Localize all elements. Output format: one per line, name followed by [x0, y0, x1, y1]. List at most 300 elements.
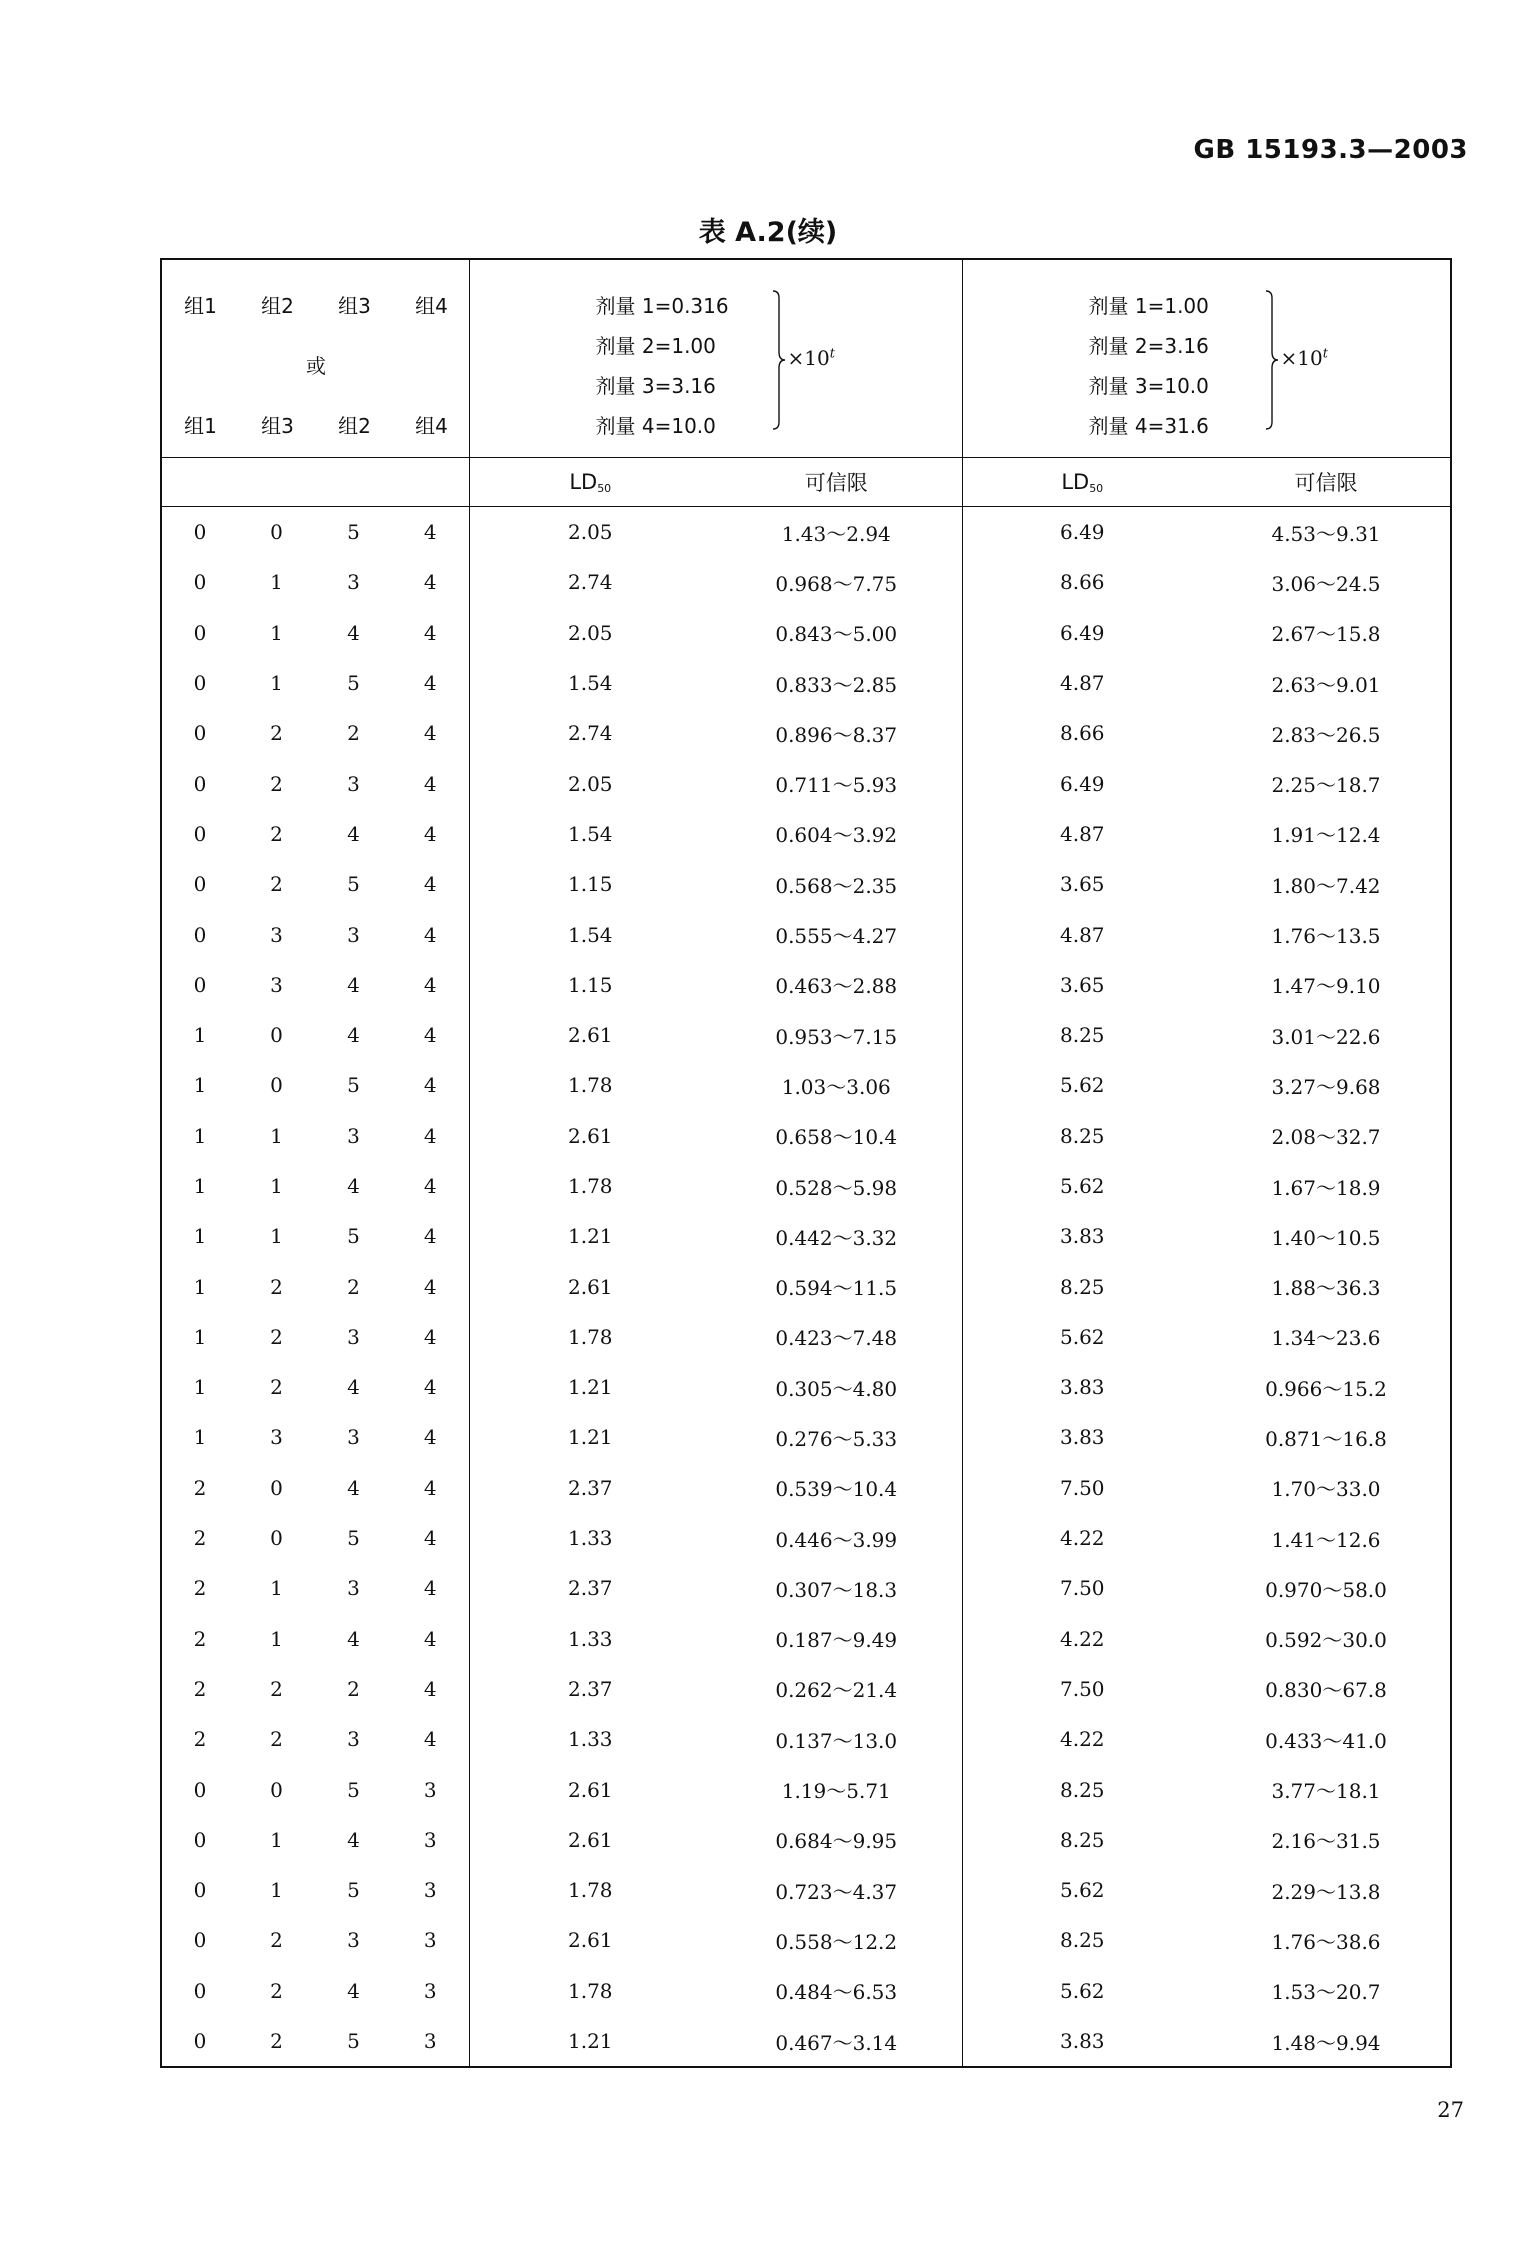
group3-count: 3	[347, 1727, 360, 1752]
confidence-limit-high: 2.63～9.01	[1202, 658, 1451, 708]
ld50-high: 8.25	[962, 1261, 1202, 1311]
confidence-limit-low: 0.467～3.14	[711, 2016, 962, 2067]
group1-count: 1	[161, 1161, 238, 1211]
table-row	[161, 1915, 1451, 1965]
ld50-header: LD50	[469, 458, 711, 507]
confidence-limit-high: 4.53～9.31	[1202, 507, 1451, 558]
group2-count: 0	[270, 1526, 283, 1551]
group1-count: 0	[161, 658, 238, 708]
ld50-high: 4.87	[962, 909, 1202, 959]
confidence-limit-low: 1.03～3.06	[781, 1074, 891, 1099]
group3-count: 2	[347, 721, 360, 746]
ld50-low: 1.21	[469, 1211, 711, 1261]
ld50-high: 8.25	[962, 1915, 1202, 1965]
table-row	[161, 1966, 1451, 2016]
group3-count: 4	[347, 1978, 360, 2003]
group-label: 组1	[184, 294, 217, 318]
confidence-limit-high: 1.48～9.94	[1202, 2016, 1451, 2067]
group4-count: 4	[423, 570, 437, 595]
ld50-low: 1.21	[469, 1362, 711, 1412]
ld50-high: 7.50	[962, 1664, 1202, 1714]
ld50-low: 1.33	[469, 1513, 711, 1563]
group2-count: 3	[270, 922, 283, 947]
group2-count: 0	[270, 1475, 283, 1500]
ld50-high: 5.62	[962, 1312, 1202, 1362]
ld50-high: 8.66	[962, 708, 1202, 758]
ld50-high: 4.22	[962, 1513, 1202, 1563]
group3-count: 3	[347, 1576, 360, 1601]
ld50-high: 4.87	[962, 809, 1202, 859]
ld50-low: 1.15	[469, 859, 711, 909]
dose-label: 剂量 1=0.316	[595, 294, 729, 318]
ld50-table	[160, 258, 1452, 2068]
confidence-limit-low: 1.19～5.71	[781, 1779, 891, 1804]
group3-count: 5	[347, 520, 360, 545]
group4-count: 4	[423, 671, 437, 696]
group3-count: 5	[347, 872, 360, 897]
confidence-limit-low: 0.843～5.00	[775, 622, 898, 647]
ld50-high: 6.49	[962, 608, 1202, 658]
confidence-limit-high: 3.27～9.68	[1202, 1060, 1451, 1110]
group2-count: 1	[270, 1827, 283, 1852]
group2-count: 0	[270, 1023, 283, 1048]
ld50-high: 4.22	[962, 1714, 1202, 1764]
confidence-limit-low: 0.463～2.88	[775, 974, 898, 999]
confidence-limit-low: 0.423～7.48	[775, 1326, 898, 1351]
confidence-limit-low: 0.307～18.3	[775, 1577, 898, 1602]
group2-count: 2	[270, 872, 283, 897]
right-dose-header	[962, 259, 1451, 458]
group3-count: 5	[347, 1224, 360, 1249]
group2-count: 1	[270, 1123, 283, 1148]
table-row	[161, 809, 1451, 859]
ld50-high: 5.62	[962, 1865, 1202, 1915]
group2-count: 2	[270, 821, 283, 846]
group2-count: 1	[270, 1224, 283, 1249]
group3-count: 4	[347, 1475, 360, 1500]
group4-count: 4	[423, 1073, 437, 1098]
confidence-limit-low: 0.137～13.0	[775, 1728, 898, 1753]
group4-count: 4	[423, 1475, 437, 1500]
left-dose-header	[469, 259, 962, 458]
group2-count: 1	[270, 1174, 283, 1198]
confidence-limit-high: 1.70～33.0	[1202, 1463, 1451, 1513]
right-brace-icon	[1265, 290, 1279, 430]
group1-count: 0	[161, 1865, 238, 1915]
group4-count: 3	[423, 1777, 437, 1802]
confidence-limit-low: 0.568～2.35	[775, 873, 898, 898]
table-row	[161, 1815, 1451, 1865]
group3-count: 5	[347, 1878, 360, 1903]
dose-label: 剂量 4=10.0	[595, 414, 716, 438]
group3-count: 5	[347, 671, 360, 696]
group4-count: 3	[423, 1878, 437, 1903]
group2-count: 1	[270, 570, 283, 595]
group3-count: 4	[347, 1626, 360, 1651]
confidence-limit-low: 0.711～5.93	[775, 773, 898, 798]
group1-count: 2	[161, 1614, 238, 1664]
group1-count: 0	[161, 557, 238, 607]
table-row	[161, 1161, 1451, 1211]
ld50-low: 2.61	[469, 1764, 711, 1814]
group3-count: 3	[347, 570, 360, 595]
confidence-limit-low: 0.276～5.33	[775, 1426, 898, 1451]
group1-count: 1	[161, 1010, 238, 1060]
group4-count: 4	[423, 872, 437, 897]
confidence-limit-high: 2.67～15.8	[1202, 608, 1451, 658]
ld50-high: 6.49	[962, 507, 1202, 558]
confidence-limit-high: 2.29～13.8	[1202, 1865, 1451, 1915]
group4-count: 4	[423, 771, 437, 796]
table-row	[161, 1010, 1451, 1060]
confidence-limit-low: 0.558～12.2	[775, 1929, 898, 1954]
ld50-low: 1.33	[469, 1714, 711, 1764]
table-row	[161, 557, 1451, 607]
group1-count: 1	[161, 1362, 238, 1412]
dose-multiplier: $\times 10^t$	[787, 346, 835, 370]
group-label: 组2	[261, 294, 294, 318]
ld50-low: 2.61	[469, 1261, 711, 1311]
group3-count: 3	[347, 771, 360, 796]
table-row	[161, 758, 1451, 808]
ld50-high: 3.83	[962, 1211, 1202, 1261]
group3-count: 4	[347, 1375, 360, 1400]
ld50-low: 1.54	[469, 658, 711, 708]
ld50-high: 8.25	[962, 1815, 1202, 1865]
group1-count: 0	[161, 859, 238, 909]
group1-count: 0	[161, 608, 238, 658]
group3-count: 3	[347, 1123, 360, 1148]
ld50-low: 1.78	[469, 1161, 711, 1211]
confidence-limit-high: 0.433～41.0	[1202, 1714, 1451, 1764]
group3-count: 4	[347, 972, 360, 997]
group3-count: 5	[347, 1777, 360, 1802]
group3-count: 3	[347, 1324, 360, 1349]
table-row	[161, 507, 1451, 558]
table-row	[161, 1513, 1451, 1563]
group3-count: 3	[347, 1928, 360, 1953]
group2-count: 2	[270, 1274, 283, 1299]
confidence-limit-high: 1.47～9.10	[1202, 960, 1451, 1010]
ld50-high: 5.62	[962, 1161, 1202, 1211]
confidence-limit-low: 0.658～10.4	[775, 1125, 898, 1150]
group3-count: 4	[347, 821, 360, 846]
confidence-limit-high: 2.25～18.7	[1202, 758, 1451, 808]
group4-count: 4	[423, 1626, 437, 1651]
group4-count: 4	[423, 1023, 437, 1048]
table-row	[161, 1714, 1451, 1764]
table-row	[161, 1211, 1451, 1261]
header-row-doses	[161, 259, 1451, 458]
confidence-limit-low: 0.684～9.95	[775, 1829, 898, 1854]
confidence-limit-low: 0.446～3.99	[775, 1527, 898, 1552]
group1-count: 0	[161, 1764, 238, 1814]
table-row	[161, 909, 1451, 959]
ld50-low: 1.54	[469, 809, 711, 859]
group1-count: 1	[161, 1261, 238, 1311]
confidence-limit-high: 1.88～36.3	[1202, 1261, 1451, 1311]
group4-count: 4	[423, 520, 437, 545]
ld50-low: 2.05	[469, 507, 711, 558]
group-label: 组4	[415, 414, 448, 438]
ld50-low: 1.21	[469, 2016, 711, 2067]
table-row	[161, 608, 1451, 658]
ld50-high: 6.49	[962, 758, 1202, 808]
header-row-columns	[161, 458, 1451, 507]
ld50-high: 3.65	[962, 859, 1202, 909]
ld50-high: 4.22	[962, 1614, 1202, 1664]
confidence-limit-low: 0.723～4.37	[775, 1879, 898, 1904]
confidence-limit-high: 1.76～13.5	[1202, 909, 1451, 959]
table-row	[161, 1412, 1451, 1462]
group1-count: 0	[161, 708, 238, 758]
confidence-limit-high: 1.76～38.6	[1202, 1915, 1451, 1965]
group1-count: 2	[161, 1463, 238, 1513]
ld50-low: 2.74	[469, 708, 711, 758]
group-label: 组3	[338, 294, 371, 318]
ld50-high: 3.83	[962, 1412, 1202, 1462]
ld50-high: 5.62	[962, 1060, 1202, 1110]
group4-count: 4	[423, 721, 437, 746]
group2-count: 2	[270, 1727, 283, 1752]
confidence-limit-low: 0.953～7.15	[775, 1024, 898, 1049]
group1-count: 1	[161, 1312, 238, 1362]
confidence-limit-high: 1.53～20.7	[1202, 1966, 1451, 2016]
group3-count: 5	[347, 1073, 360, 1098]
group1-count: 0	[161, 758, 238, 808]
confidence-limit-high: 1.80～7.42	[1202, 859, 1451, 909]
group4-count: 4	[423, 1727, 437, 1752]
ld50-high: 8.25	[962, 1010, 1202, 1060]
group1-count: 1	[161, 1211, 238, 1261]
table-row	[161, 859, 1451, 909]
group-labels-order-a	[162, 290, 470, 319]
confidence-limit-high: 3.01～22.6	[1202, 1010, 1451, 1060]
group1-count: 2	[161, 1513, 238, 1563]
dose-multiplier: $\times 10^t$	[1280, 346, 1328, 370]
ld50-high: 3.65	[962, 960, 1202, 1010]
confidence-limit-high: 3.06～24.5	[1202, 557, 1451, 607]
group2-count: 0	[270, 1073, 283, 1098]
ld50-high: 8.25	[962, 1111, 1202, 1161]
group1-count: 2	[161, 1563, 238, 1613]
group2-count: 0	[270, 520, 283, 545]
group4-count: 4	[423, 1576, 437, 1601]
ld50-high: 4.87	[962, 658, 1202, 708]
dose-label: 剂量 2=3.16	[1088, 334, 1209, 358]
confidence-limit-high: 2.08～32.7	[1202, 1111, 1451, 1161]
group2-count: 3	[270, 972, 283, 997]
group-label: 组2	[338, 414, 371, 438]
ld50-high: 3.83	[962, 1362, 1202, 1412]
group-label: 组1	[184, 414, 217, 438]
confidence-limit-high: 0.871～16.8	[1202, 1412, 1451, 1462]
confidence-limit-high: 2.16～31.5	[1202, 1815, 1451, 1865]
group2-count: 1	[270, 671, 283, 696]
confidence-limit-low: 0.305～4.80	[775, 1376, 898, 1401]
ld50-low: 1.15	[469, 960, 711, 1010]
ld50-low: 2.61	[469, 1815, 711, 1865]
right-brace-icon	[772, 290, 786, 430]
table-row	[161, 1060, 1451, 1110]
confidence-limit-high: 1.91～12.4	[1202, 809, 1451, 859]
ld50-high: 7.50	[962, 1463, 1202, 1513]
table-row	[161, 658, 1451, 708]
page-number: 27	[1437, 2098, 1464, 2122]
confidence-limit-high: 1.40～10.5	[1202, 1211, 1451, 1261]
confidence-limit-high: 0.592～30.0	[1202, 1614, 1451, 1664]
table-row	[161, 2016, 1451, 2067]
dose-label: 剂量 3=3.16	[595, 374, 716, 398]
group3-count: 2	[347, 1676, 360, 1701]
confidence-limit-low: 0.539～10.4	[775, 1477, 898, 1502]
confidence-limit-high: 1.67～18.9	[1202, 1161, 1451, 1211]
group3-count: 3	[347, 922, 360, 947]
ld50-high: 5.62	[962, 1966, 1202, 2016]
confidence-limit-low: 0.187～9.49	[775, 1628, 898, 1653]
ld50-low: 1.78	[469, 1966, 711, 2016]
group4-count: 3	[423, 1827, 437, 1852]
group4-count: 4	[423, 1375, 437, 1400]
group1-count: 0	[161, 809, 238, 859]
group-or-label: 或	[306, 354, 326, 378]
group4-count: 4	[423, 972, 437, 997]
group2-count: 1	[270, 1576, 283, 1601]
group2-count: 2	[238, 2016, 315, 2067]
group2-count: 2	[270, 1375, 283, 1400]
group2-count: 2	[270, 1324, 283, 1349]
dose-label: 剂量 2=1.00	[595, 334, 716, 358]
ld50-low: 1.33	[469, 1614, 711, 1664]
confidence-limit-high: 0.970～58.0	[1202, 1563, 1451, 1613]
empty-header-cell	[161, 458, 469, 507]
dose-label: 剂量 4=31.6	[1088, 414, 1209, 438]
ld50-low: 2.74	[469, 557, 711, 607]
ld50-low: 2.37	[469, 1463, 711, 1513]
confidence-limit-low: 0.833～2.85	[775, 672, 898, 697]
group2-count: 1	[270, 620, 283, 645]
ld50-high: 3.83	[962, 2016, 1202, 2067]
group1-count: 0	[161, 2016, 238, 2067]
ld50-low: 2.37	[469, 1563, 711, 1613]
confidence-limit-high: 1.34～23.6	[1202, 1312, 1451, 1362]
confidence-limit-high: 1.41～12.6	[1202, 1513, 1451, 1563]
ld50-low: 1.78	[469, 1865, 711, 1915]
group3-count: 4	[347, 1827, 360, 1852]
group3-count: 4	[347, 620, 360, 645]
ld50-low: 1.54	[469, 909, 711, 959]
group3-count: 2	[347, 1274, 360, 1299]
table-row	[161, 1312, 1451, 1362]
group4-count: 4	[423, 922, 437, 947]
group2-count: 2	[270, 1978, 283, 2003]
table-row	[161, 960, 1451, 1010]
confidence-limit-high: 2.83～26.5	[1202, 708, 1451, 758]
ld50-low: 2.61	[469, 1111, 711, 1161]
table-row	[161, 1865, 1451, 1915]
confidence-limit-low: 0.484～6.53	[775, 1980, 898, 2005]
ld50-header: LD50	[962, 458, 1202, 507]
group1-count: 1	[161, 1412, 238, 1462]
group4-count: 3	[392, 2016, 469, 2067]
group3-count: 3	[347, 1425, 360, 1450]
confidence-limit-low: 0.442～3.32	[775, 1225, 898, 1250]
group-label: 组3	[261, 414, 294, 438]
confidence-limit-high: 0.966～15.2	[1202, 1362, 1451, 1412]
ld50-low: 2.05	[469, 758, 711, 808]
group4-count: 4	[423, 1526, 437, 1551]
group4-count: 4	[423, 1676, 437, 1701]
group2-count: 2	[270, 771, 283, 796]
ld50-high: 8.66	[962, 557, 1202, 607]
group1-count: 1	[161, 1060, 238, 1110]
group1-count: 0	[161, 1915, 238, 1965]
standard-code: GB 15193.3—2003	[1193, 135, 1468, 165]
ld50-low: 2.61	[469, 1915, 711, 1965]
group4-count: 3	[423, 1978, 437, 2003]
group2-count: 1	[270, 1878, 283, 1903]
confidence-limit-low: 1.43～2.94	[781, 521, 891, 546]
ld50-low: 2.61	[469, 1010, 711, 1060]
table-row	[161, 1463, 1451, 1513]
table-row	[161, 1614, 1451, 1664]
group1-count: 0	[161, 507, 238, 558]
confidence-limit-header: 可信限	[711, 458, 962, 507]
group-labels-order-b	[162, 410, 470, 439]
confidence-limit-low: 0.968～7.75	[775, 571, 898, 596]
group1-count: 0	[161, 909, 238, 959]
group4-count: 4	[423, 821, 437, 846]
ld50-low: 2.05	[469, 608, 711, 658]
group4-count: 4	[423, 620, 437, 645]
confidence-limit-low: 0.555～4.27	[775, 924, 898, 949]
confidence-limit-low: 0.604～3.92	[775, 823, 898, 848]
group1-count: 0	[161, 1966, 238, 2016]
table-row	[161, 1111, 1451, 1161]
table-row	[161, 708, 1451, 758]
group1-count: 1	[161, 1111, 238, 1161]
group4-count: 4	[423, 1174, 437, 1198]
ld50-low: 2.37	[469, 1664, 711, 1714]
confidence-limit-high: 3.77～18.1	[1202, 1764, 1451, 1814]
confidence-limit-low: 0.262～21.4	[775, 1678, 898, 1703]
group2-count: 1	[270, 1626, 283, 1651]
group2-count: 3	[270, 1425, 283, 1450]
table-row	[161, 1664, 1451, 1714]
ld50-low: 1.78	[469, 1060, 711, 1110]
ld50-high: 7.50	[962, 1563, 1202, 1613]
group1-count: 2	[161, 1664, 238, 1714]
table-row	[161, 1563, 1451, 1613]
confidence-limit-header: 可信限	[1202, 458, 1451, 507]
group2-count: 0	[270, 1777, 283, 1802]
confidence-limit-high: 0.830～67.8	[1202, 1664, 1451, 1714]
group2-count: 2	[270, 1928, 283, 1953]
group2-count: 2	[270, 1676, 283, 1701]
ld50-high: 8.25	[962, 1764, 1202, 1814]
group3-count: 4	[347, 1023, 360, 1048]
group2-count: 2	[270, 721, 283, 746]
confidence-limit-low: 0.528～5.98	[775, 1175, 898, 1200]
group4-count: 4	[423, 1425, 437, 1450]
group3-count: 5	[315, 2016, 392, 2067]
confidence-limit-low: 0.896～8.37	[775, 722, 898, 747]
group-header-cell	[161, 259, 469, 458]
dose-label: 剂量 1=1.00	[1088, 294, 1209, 318]
group3-count: 5	[347, 1526, 360, 1551]
group1-count: 0	[161, 1815, 238, 1865]
confidence-limit-low: 0.594～11.5	[775, 1276, 898, 1301]
